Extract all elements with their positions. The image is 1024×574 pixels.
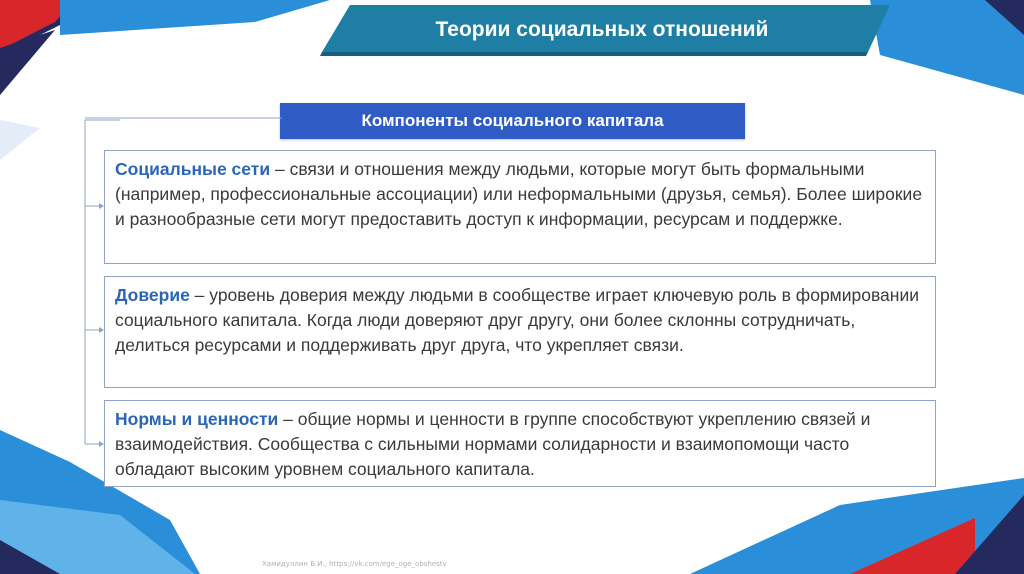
component-box-norms: [104, 400, 936, 487]
bg-shape-blue-topleft: [60, 0, 330, 35]
component-term: Доверие: [115, 285, 190, 305]
page-title: Теории социальных отношений: [435, 18, 769, 41]
component-box-networks: [104, 150, 936, 264]
component-description: – уровень доверия между людьми в сообществе играет ключевую роль в формировании социального капитала. Когда люди доверяют друг другу, они более склонны сотрудничать, делиться ресурсами и поддерживать друг друга, что укрепляет связи.: [115, 285, 919, 355]
connector-top-line: [80, 115, 282, 121]
component-term: Нормы и ценности: [115, 409, 279, 429]
component-term: Социальные сети: [115, 159, 271, 179]
section-subtitle: Компоненты социального капитала: [280, 103, 745, 139]
component-box-trust: [104, 276, 936, 388]
author-credit: Хамидуллин Б.И., https://vk.com/ege_oge_obshestv: [262, 560, 447, 568]
component-description: – связи и отношения между людьми, которые могут быть формальными (например, профессиональные ассоциации) или неформальными (друзья, семья). Более широкие и разнообразные сети могут предоставить доступ к информации, ресурсам и поддержке.: [115, 159, 923, 229]
bg-shape-light-left: [0, 120, 40, 160]
component-description: – общие нормы и ценности в группе способствуют укреплению связей и взаимодействия. Сообщества с сильными нормами солидарности и взаимопомощи часто обладают высоким уровнем социального капитала.: [115, 409, 871, 479]
title-banner-shadow: [320, 52, 868, 56]
